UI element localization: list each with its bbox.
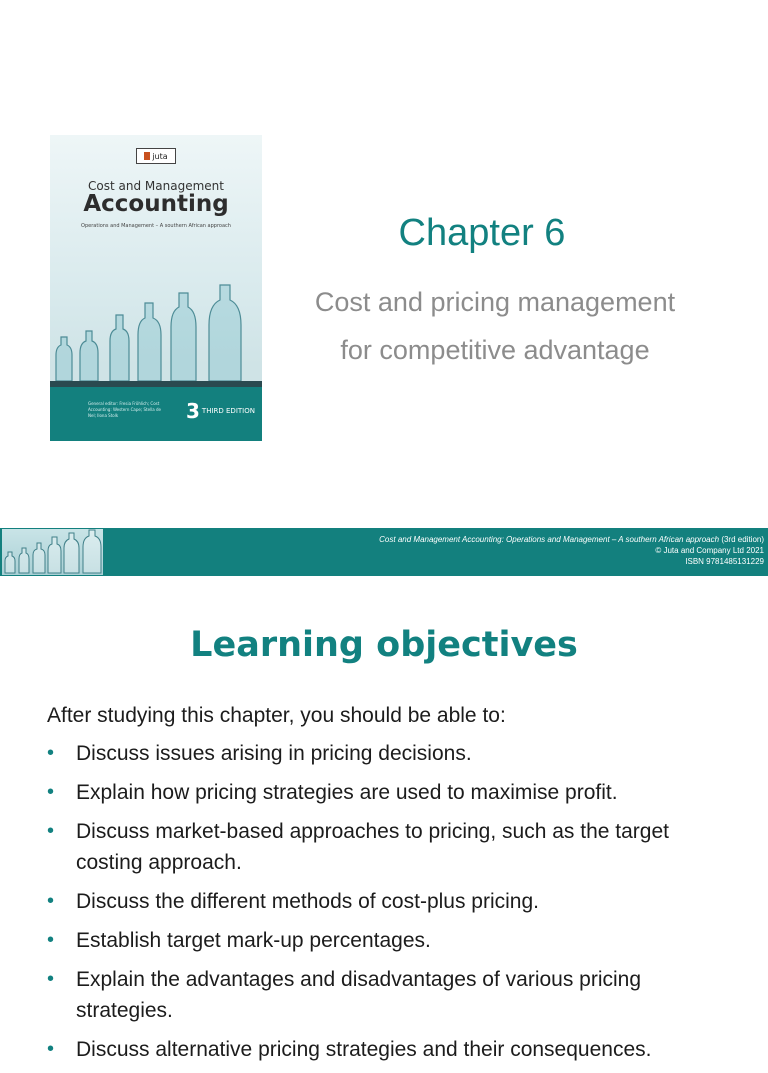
bullet-icon: •	[47, 968, 55, 990]
objective-text: Discuss alternative pricing strategies and their consequences.	[76, 1038, 652, 1061]
banner-citation	[204, 534, 764, 567]
publisher-logo-mark	[144, 152, 150, 160]
objectives-intro: After studying this chapter, you should be able to:	[47, 704, 506, 727]
edition-number: 3	[186, 399, 200, 423]
objective-item	[47, 816, 737, 878]
objective-text: Discuss market-based approaches to pricing, such as the target costing approach.	[76, 820, 669, 874]
banner-bottles-thumbnail	[2, 529, 103, 575]
objective-text: Explain the advantages and disadvantages of various pricing strategies.	[76, 968, 642, 1022]
copyright-line: © Juta and Company Ltd 2021	[655, 546, 764, 555]
objective-text: Discuss the different methods of cost-plus pricing.	[76, 890, 539, 913]
edition-words: THIRD EDITION	[201, 407, 255, 415]
citation-line	[204, 534, 764, 545]
cover-authors: General editor: Fresia Fröhlich; Cost Accounting: Western Cape; Stella de Nel; Ilona Stolk	[88, 401, 162, 418]
cover-title-small: Cost and Management	[88, 179, 224, 193]
objective-text: Explain how pricing strategies are used to maximise profit.	[76, 781, 618, 804]
chapter-subtitle-line-1: Cost and pricing management	[314, 287, 676, 317]
objective-text: Establish target mark-up percentages.	[76, 929, 431, 952]
bullet-icon: •	[47, 820, 55, 842]
bullet-icon: •	[47, 890, 55, 912]
book-cover-image	[50, 135, 262, 441]
objective-item	[47, 1034, 737, 1065]
bullet-icon: •	[47, 781, 55, 803]
publisher-logo	[136, 148, 176, 164]
objective-item	[47, 964, 737, 1026]
objectives-list	[47, 738, 737, 1073]
isbn-line: ISBN 9781485131229	[685, 557, 764, 566]
bullet-icon: •	[47, 742, 55, 764]
objective-item	[47, 738, 737, 769]
citation-title: Cost and Management Accounting: Operations and Management – A southern African approach	[379, 535, 720, 544]
chapter-subtitle-line-2: for competitive advantage	[340, 335, 650, 365]
publisher-name: juta	[152, 151, 168, 161]
objective-text: Discuss issues arising in pricing decisions.	[76, 742, 472, 765]
cover-title-large: Accounting	[83, 191, 229, 217]
bullet-icon: •	[47, 929, 55, 951]
cover-edition	[186, 399, 255, 423]
banner-bottles-illustration	[2, 529, 103, 575]
learning-objectives-slide	[0, 576, 768, 1061]
bullet-icon: •	[47, 1038, 55, 1060]
citation-edition: (3rd edition)	[721, 535, 764, 544]
objective-item	[47, 886, 737, 917]
chapter-title: Chapter 6	[398, 212, 566, 254]
objective-item	[47, 777, 737, 808]
bottles-illustration	[50, 285, 262, 383]
cover-band	[50, 387, 262, 441]
chapter-subtitle	[280, 278, 710, 374]
cover-tagline: Operations and Management – A southern African approach	[81, 223, 231, 229]
title-slide	[0, 0, 768, 528]
learning-objectives-heading: Learning objectives	[190, 625, 578, 665]
citation-banner	[0, 528, 768, 576]
objective-item	[47, 925, 737, 956]
